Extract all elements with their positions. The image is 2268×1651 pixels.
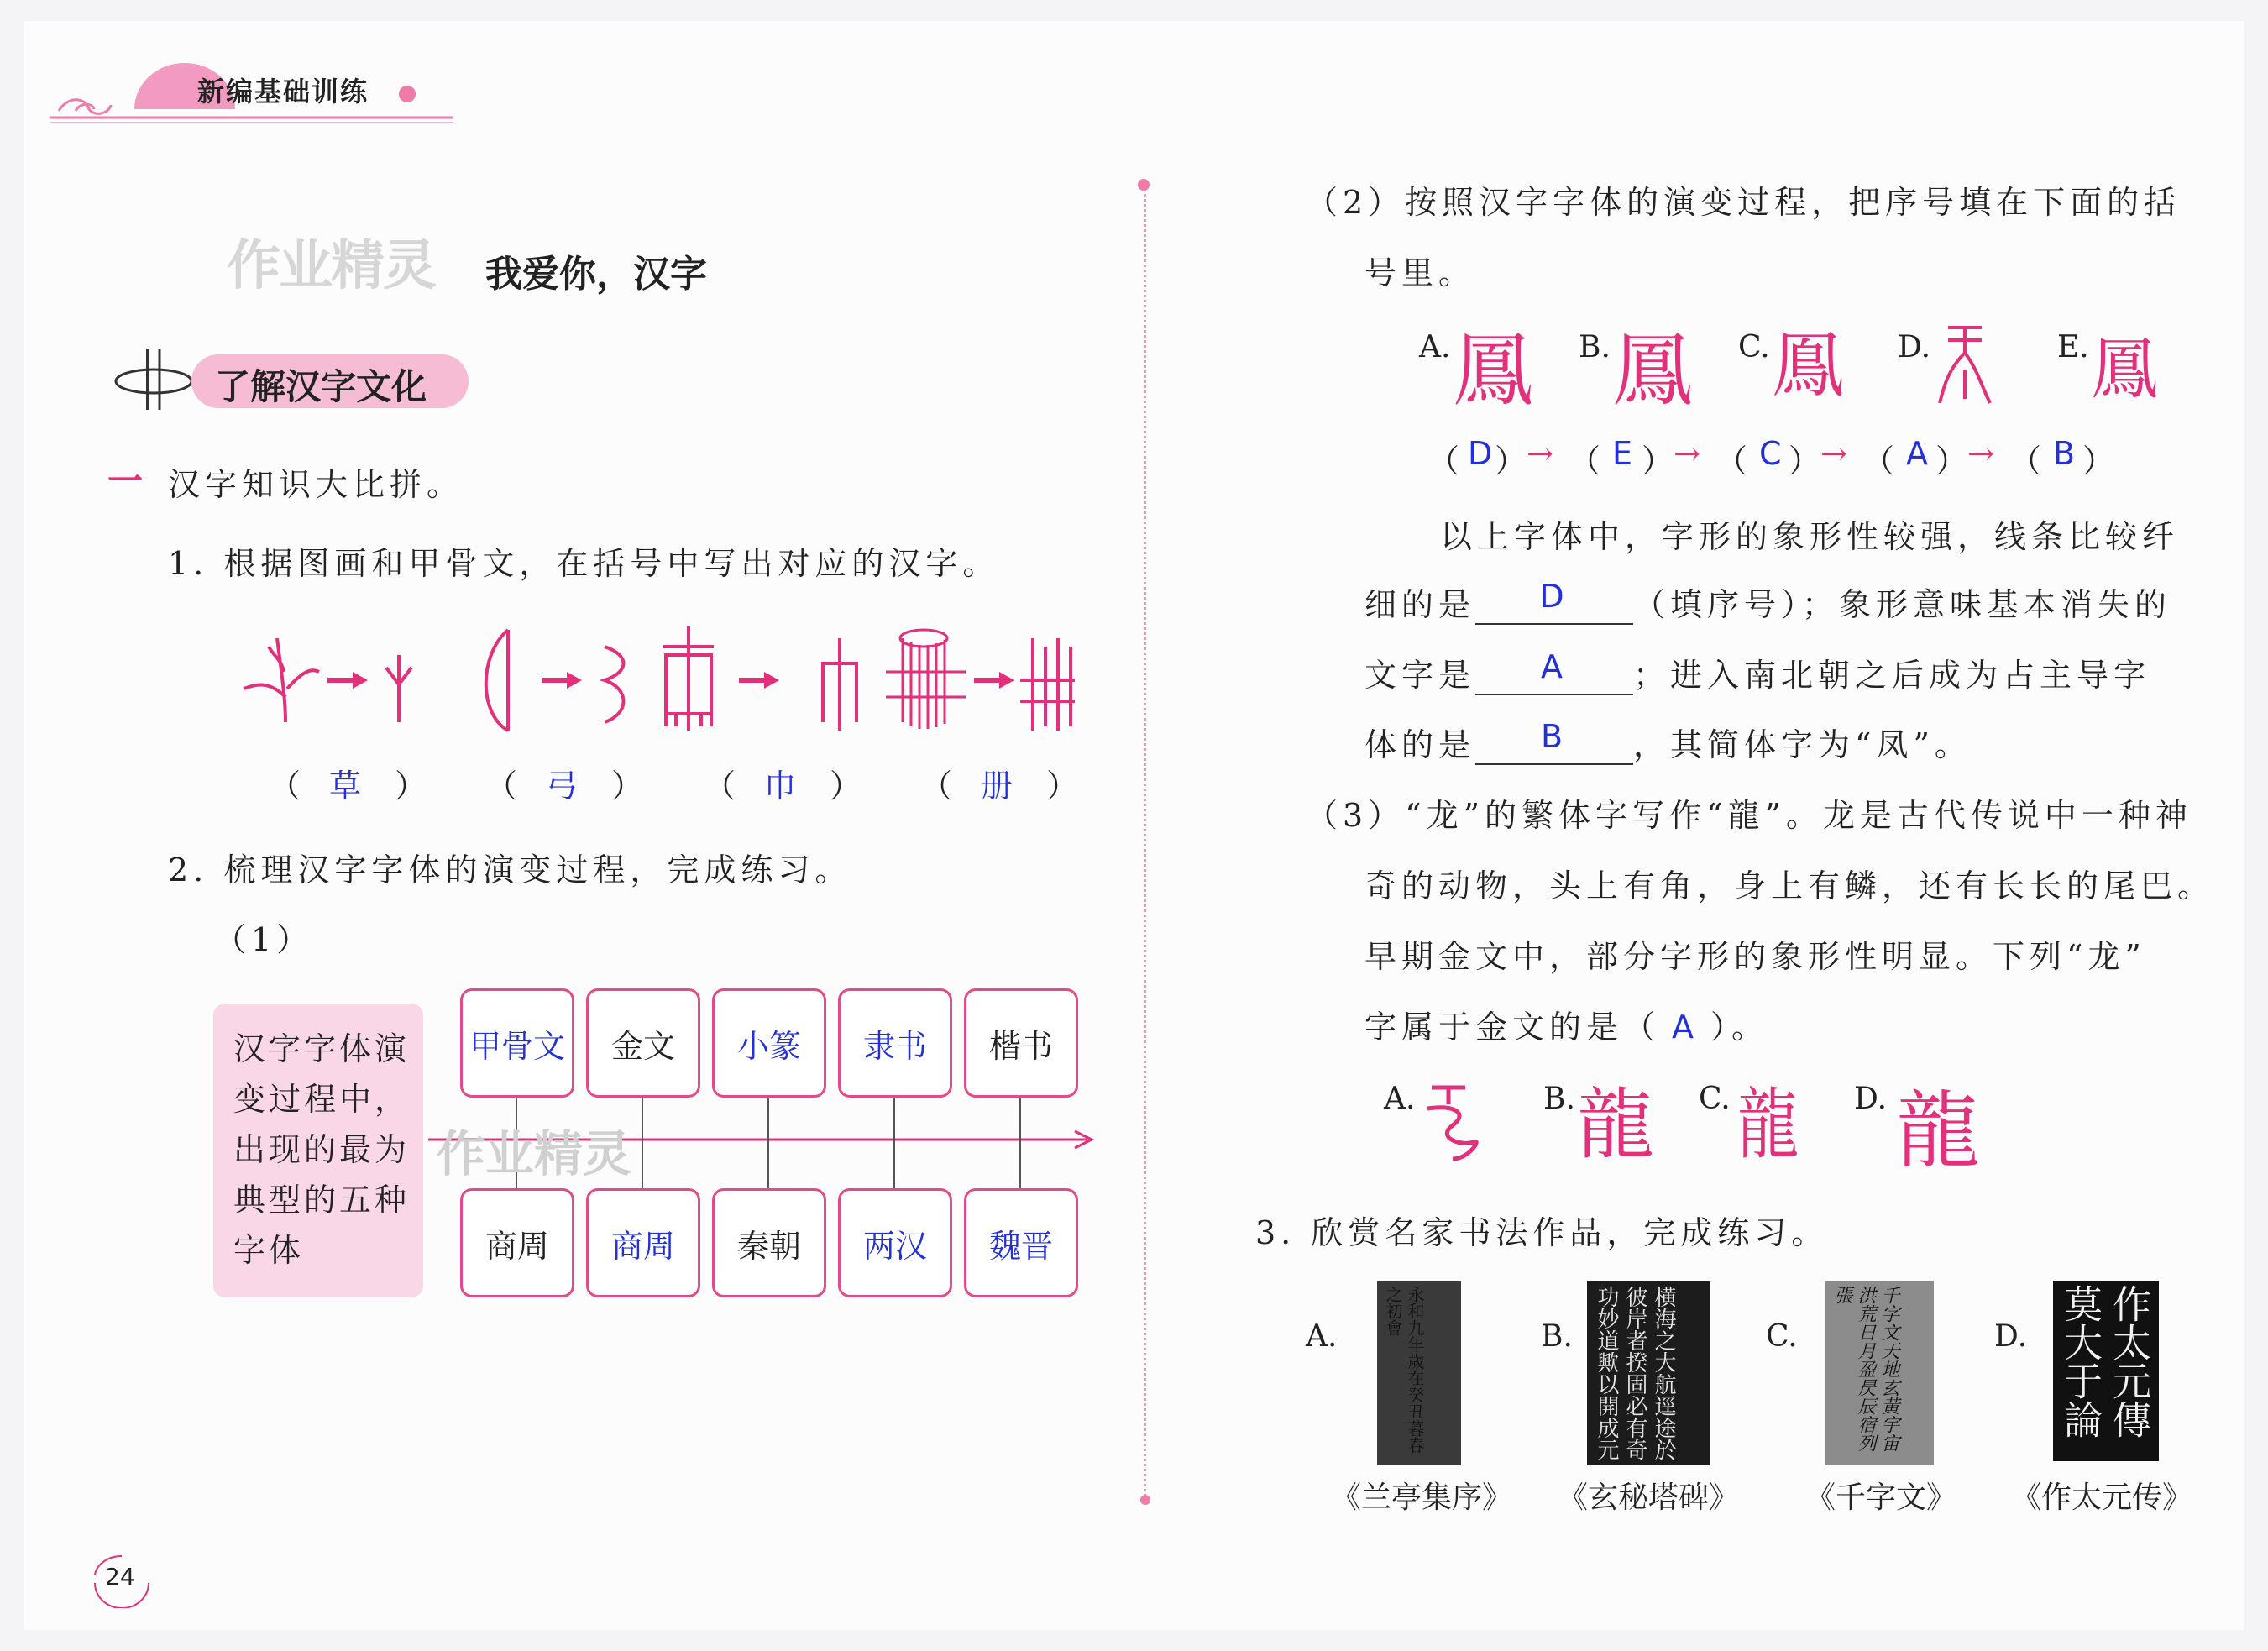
paren-open: （ <box>485 768 518 805</box>
paren-close: ） <box>611 768 644 805</box>
long-answer: A <box>1672 1009 1700 1046</box>
paren-close: ） <box>1046 768 1079 805</box>
q2-2-p2 <box>1364 578 2171 625</box>
long-options <box>1384 1067 2140 1180</box>
feng-glyph-e: 鳳 <box>2091 330 2153 408</box>
feng-options <box>1419 315 2192 424</box>
seq-2: E <box>1612 435 1633 472</box>
blank-3-answer: B <box>1540 718 1569 755</box>
feng-label-b: B. <box>1579 330 1611 364</box>
feng-label-e: E. <box>2057 330 2089 364</box>
page-number: 24 <box>105 1563 135 1591</box>
font-box-5: 楷书 <box>964 988 1078 1098</box>
q3-prompt: 3. 欣赏名家书法作品，完成练习。 <box>1255 1214 1829 1251</box>
lesson-title: 我爱你，汉字 <box>485 253 707 296</box>
long-glyph-d: 龍 <box>1896 1082 1980 1180</box>
era-box-5: 魏晋 <box>964 1188 1078 1297</box>
work-title-c: 《千字文》 <box>1805 1481 1957 1515</box>
seq-3: C <box>1759 435 1782 472</box>
era-box-2: 商周 <box>586 1188 700 1297</box>
paren-open: （ <box>704 768 736 805</box>
section-header <box>107 344 477 411</box>
blank-2-answer: A <box>1541 648 1569 685</box>
header-banner <box>42 59 462 126</box>
seq-4: A <box>1906 435 1928 472</box>
feng-label-c: C. <box>1738 330 1770 364</box>
part-mark: 一 <box>107 460 144 501</box>
font-box-4: 隶书 <box>838 988 952 1098</box>
long-label-a: A. <box>1384 1082 1416 1116</box>
work-chars-a: 永和九年歲在癸丑暮春之初會 <box>1383 1286 1425 1454</box>
feng-glyph-c: 鳯 <box>1772 323 1844 407</box>
pictograph-row <box>235 621 1075 739</box>
long-label-c: C. <box>1699 1082 1731 1116</box>
part-heading: 汉字知识大比拼。 <box>168 466 464 503</box>
long-glyph-b: 龍 <box>1577 1080 1655 1170</box>
era-box-4: 两汉 <box>838 1188 952 1297</box>
long-label-d: D. <box>1854 1082 1888 1116</box>
grass-picture <box>244 638 319 722</box>
sequence-row: （ D ） → （ E ） → （ C ） → （ A ） → （ B ） <box>1427 435 2115 480</box>
series-title: 新编基础训练 <box>197 76 369 107</box>
font-box-1: 甲骨文 <box>460 988 574 1098</box>
feng-glyph-b: 鳳 <box>1612 323 1693 417</box>
watermark: 作业精灵 <box>227 235 435 297</box>
work-label-c: C. <box>1766 1319 1798 1354</box>
blank-1[interactable] <box>1475 578 1633 625</box>
calligraphy-works <box>1306 1272 2229 1524</box>
q1-answer-1: 草 <box>329 768 362 805</box>
seq-arrow: → <box>1527 435 1553 472</box>
work-title-d: 《作太元传》 <box>2011 1481 2193 1515</box>
work-title-b: 《玄秘塔碑》 <box>1558 1481 1740 1515</box>
p4-text-a: 体的是 <box>1364 726 1476 763</box>
era-box-3: 秦朝 <box>712 1188 826 1297</box>
side-line: 汉字字体演 <box>233 1030 411 1067</box>
brush-icon <box>107 344 200 411</box>
seq-1: D <box>1468 435 1493 472</box>
q2-3-l4 <box>1364 1001 1768 1047</box>
divider-dot-top <box>1138 179 1150 191</box>
side-line: 字体 <box>233 1232 305 1269</box>
paren-open: （ <box>920 768 953 805</box>
q2-3-l2: 奇的动物，头上有角，身上有鳞，还有长长的尾巴。 <box>1364 867 2215 904</box>
q2-2-line2: 号里。 <box>1364 254 1476 291</box>
paren-close: ） <box>395 768 427 805</box>
font-box-2: 金文 <box>586 988 700 1098</box>
work-label-a: A. <box>1306 1319 1338 1354</box>
paren-open: （ <box>269 768 301 805</box>
feng-glyph-a: 鳳 <box>1453 323 1533 417</box>
seq-arrow: → <box>1967 435 1994 472</box>
q2-2-line1: （2）按照汉字字体的演变过程，把序号填在下面的括 <box>1306 184 2182 221</box>
l4-text-a: 字属于金文的是（ <box>1364 1009 1661 1046</box>
font-box-3: 小篆 <box>712 988 826 1098</box>
page-number-badge <box>88 1549 155 1608</box>
work-chars-c: 千字文天地玄黃宇宙洪荒日月盈昃辰宿列張 <box>1831 1286 1899 1452</box>
seq-5: B <box>2053 435 2076 472</box>
divider-dot-bottom <box>1140 1495 1150 1505</box>
side-line: 出现的最为 <box>233 1131 411 1168</box>
long-bronze-drawing <box>1419 1075 1486 1167</box>
side-line: 典型的五种 <box>233 1182 411 1219</box>
work-label-d: D. <box>1994 1319 2028 1354</box>
blank-1-answer: D <box>1539 578 1569 615</box>
q2-2-p1: 以上字体中，字形的象形性较强，线条比较纤 <box>1440 518 2180 555</box>
work-chars-b: 横海之大航逕途於彼岸者揆固必有奇功妙道歟以開成元 <box>1594 1286 1676 1460</box>
l4-text-b: ）。 <box>1710 1009 1769 1046</box>
center-divider <box>1144 183 1150 1502</box>
feng-label-a: A. <box>1419 330 1451 364</box>
section-title: 了解汉字文化 <box>215 366 427 407</box>
work-image-a <box>1377 1281 1461 1465</box>
p3-text-b: ；进入南北朝之后成为占主导字 <box>1633 657 2151 694</box>
q2-3-l1: （3）“龙”的繁体字写作“龍”。龙是古代传说中一种神 <box>1306 797 2192 834</box>
p4-text-b: ，其简体字为“凤”。 <box>1633 726 1972 763</box>
q2-2-p4 <box>1364 718 1972 765</box>
work-label-b: B. <box>1541 1319 1573 1354</box>
blank-3[interactable] <box>1475 718 1633 765</box>
seq-arrow: → <box>1820 435 1847 472</box>
font-evolution-diagram <box>210 987 1117 1306</box>
q2-sub1: （1） <box>214 921 314 958</box>
work-image-b <box>1587 1281 1710 1465</box>
work-title-a: 《兰亭集序》 <box>1331 1481 1513 1515</box>
blank-2[interactable] <box>1475 648 1633 695</box>
q1-answer-2: 弓 <box>546 768 579 805</box>
diagram-watermark: 作业精灵 <box>437 1125 632 1182</box>
q1-prompt: 1. 根据图画和甲骨文，在括号中写出对应的汉字。 <box>168 545 1000 582</box>
side-line: 变过程中， <box>233 1081 411 1118</box>
q2-3-l3: 早期金文中，部分字形的象形性明显。下列“龙” <box>1364 938 2146 975</box>
work-image-c <box>1825 1281 1934 1465</box>
long-glyph-c: 龍 <box>1736 1080 1797 1170</box>
work-image-d <box>2053 1281 2159 1461</box>
seq-arrow: → <box>1674 435 1700 472</box>
era-box-1: 商周 <box>460 1188 574 1297</box>
paren-close: ） <box>830 768 862 805</box>
q2-2-p3 <box>1364 648 2150 695</box>
p2-text-a: 细的是 <box>1364 586 1476 623</box>
feng-label-d: D. <box>1898 330 1931 364</box>
q1-answer-row <box>269 760 1108 810</box>
p2-text-b: （填序号）；象形意味基本消失的 <box>1633 586 2172 623</box>
p3-text-a: 文字是 <box>1364 657 1476 694</box>
q1-answer-4: 册 <box>981 768 1014 805</box>
q1-pictures <box>235 621 1075 739</box>
q1-answer-3: 巾 <box>764 768 797 805</box>
q2-prompt: 2. 梳理汉字字体的演变过程，完成练习。 <box>168 852 852 888</box>
long-label-b: B. <box>1543 1082 1575 1116</box>
feng-oracle-drawing <box>1931 319 1998 411</box>
work-chars-d: 作太元傳莫大于論 <box>2058 1284 2152 1439</box>
